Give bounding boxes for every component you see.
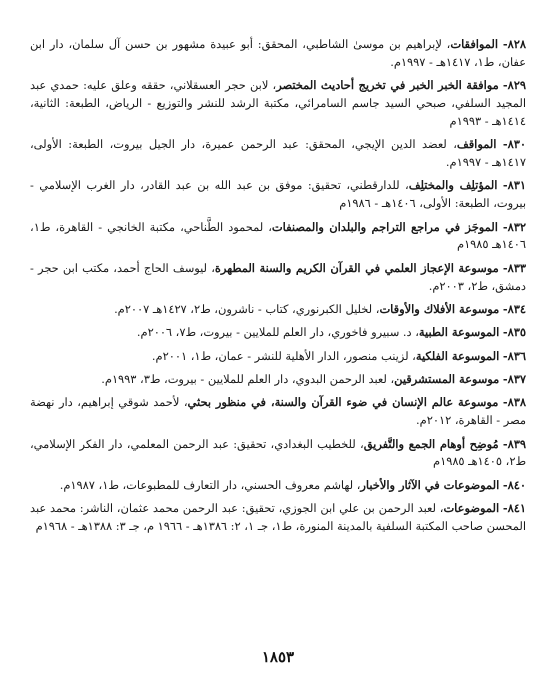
bibliography-entry (30, 477, 526, 495)
entry-number: ٨٣٠- (502, 137, 526, 152)
entry-number: ٨٣٢- (502, 219, 526, 234)
entry-details: ، لزينب منصور، الدار الأهلية للنشر - عمان، ط١، ٢٠٠١م. (151, 348, 416, 363)
entry-number: ٨٣٦- (502, 348, 526, 363)
entry-title: الموضوعات في الآثار والأخبار (360, 477, 500, 492)
entry-details: ، لهاشم معروف الحسني، دار التعارف للمطبوعات، ط١، ١٩٨٧م. (59, 477, 361, 492)
bibliography-entry (30, 77, 526, 130)
entry-details: ، للدارقطني، تحقيق: موفق بن عبد الله بن عبد القادر، دار الغرب الإسلامي - بيروت، الطبعة: الأولى، ١٤٠٦هـ - ١٩٨٦م (30, 178, 526, 211)
bibliography-entry (30, 301, 526, 319)
entry-details: ، لمحمود الطَّناحي، مكتبة الخانجي - القاهرة، ط١، ١٤٠٦هـ ١٩٨٥م (30, 219, 526, 252)
bibliography-entry (30, 136, 526, 172)
entry-number: ٨٣٧- (502, 372, 526, 387)
bibliography-entry (30, 177, 526, 213)
entry-title: الموسوعة الطبية (418, 325, 500, 340)
entry-details: ، لأحمد شوقي إبراهيم، دار نهضة مصر - القاهرة، ٢٠١٢م. (30, 395, 526, 428)
page-number: ١٨٥٣ (261, 648, 295, 666)
bibliography-entry (30, 348, 526, 366)
entry-details: ، لعبد الرحمن بن علي ابن الجوزي، تحقيق: عبد الرحمن محمد عثمان، الناشر: محمد عبد المحسن صاحب المكتبة السلفية بالمدينة المنورة، ط١، جـ ١، ٢: ١٣٨٦هـ - ١٩٦٦ م، جـ ٣: ١٣٨٨هـ - ١٩٦٨م (30, 501, 526, 534)
entry-number: ٨٢٩- (502, 78, 526, 93)
entry-number: ٨٤٠- (502, 477, 526, 492)
entry-details: ، لعبد الرحمن البدوي، دار العلم للملايين - بيروت، ط٣، ١٩٩٣م. (101, 372, 395, 387)
entry-details: ، لإبراهيم بن موسىٰ الشاطبي، المحقق: أبو عبيدة مشهور بن حسن آل سلمان، دار ابن عفان، ط١، ١٤١٧هـ - ١٩٩٧م. (30, 37, 526, 69)
entry-details: ، لخليل الكبرنوري، كتاب - ناشرون، ط٢، ١٤٢٧هـ ٢٠٠٧م. (114, 301, 380, 316)
entry-details: ، للخطيب البغدادي، تحقيق: عبد الرحمن المعلمي، دار الفكر الإسلامي، ط٢، ١٤٠٥هـ ١٩٨٥م (30, 436, 526, 469)
entry-details: ، ليوسف الحاج أحمد، مكتب ابن حجر - دمشق، ط٢، ٢٠٠٣م. (30, 260, 526, 293)
entry-details: ، لعضد الدين الإيجي، المحقق: عبد الرحمن عميرة، دار الجيل بيروت، الطبعة: الأولى، ١٤١٧هـ - ١٩٩٧م. (30, 137, 526, 169)
entry-number: ٨٣٩- (502, 436, 526, 451)
entry-details: ، د. سبيرو فاخوري، دار العلم للملايين - بيروت، ط٧، ٢٠٠٦م. (136, 325, 419, 340)
entry-title: مُوضِح أوهام الجمع والتَّفريق (363, 436, 499, 451)
entry-number: ٨٣١- (502, 178, 526, 193)
entry-title: الموافقات (450, 37, 499, 51)
bibliography-list (30, 36, 526, 541)
entry-details: ، لابن حجر العسقلاني، حققه وعلق عليه: حمدي عبد المجيد السلفي، صبحي السيد جاسم السامرائي، مكتبة الرشد للنشر والتوزيع - الرياض، الطبعة: الثانية، ١٤١٤هـ - ١٩٩٣م (30, 78, 526, 128)
entry-title: موافقة الخبر الخبر في تخريج أحاديث المختصر (276, 78, 499, 93)
bibliography-entry (30, 436, 526, 472)
entry-number: ٨٢٨- (502, 37, 526, 51)
entry-title: موسوعة عالم الإنسان في ضوء القرآن والسنة، في منظور بحثي (187, 395, 499, 410)
entry-title: الموجَز في مراجع التراجم والبلدان والمصنفات (271, 219, 498, 234)
entry-title: الموسوعة الفلكية (415, 348, 500, 363)
entry-number: ٨٣٥- (502, 325, 526, 340)
bibliography-entry (30, 324, 526, 342)
bibliography-entry (30, 371, 526, 389)
entry-number: ٨٣٤- (502, 301, 526, 316)
bibliography-entry (30, 219, 526, 255)
entry-title: الموضوعات (443, 501, 500, 516)
entry-number: ٨٣٨- (502, 395, 526, 410)
entry-number: ٨٣٣- (502, 260, 526, 275)
entry-title: موسوعة الأفلاك والأوقات (379, 301, 500, 316)
bibliography-entry (30, 36, 526, 72)
bibliography-entry (30, 394, 526, 430)
entry-title: موسوعة المستشرقين (394, 372, 500, 387)
entry-title: المواقف (456, 137, 497, 152)
bibliography-entry (30, 500, 526, 536)
entry-title: موسوعة الإعجاز العلمي في القرآن الكريم والسنة المطهرة (214, 260, 499, 275)
entry-title: المؤتلِف والمختلِف (408, 178, 498, 193)
entry-number: ٨٤١- (502, 501, 526, 516)
bibliography-entry (30, 260, 526, 296)
